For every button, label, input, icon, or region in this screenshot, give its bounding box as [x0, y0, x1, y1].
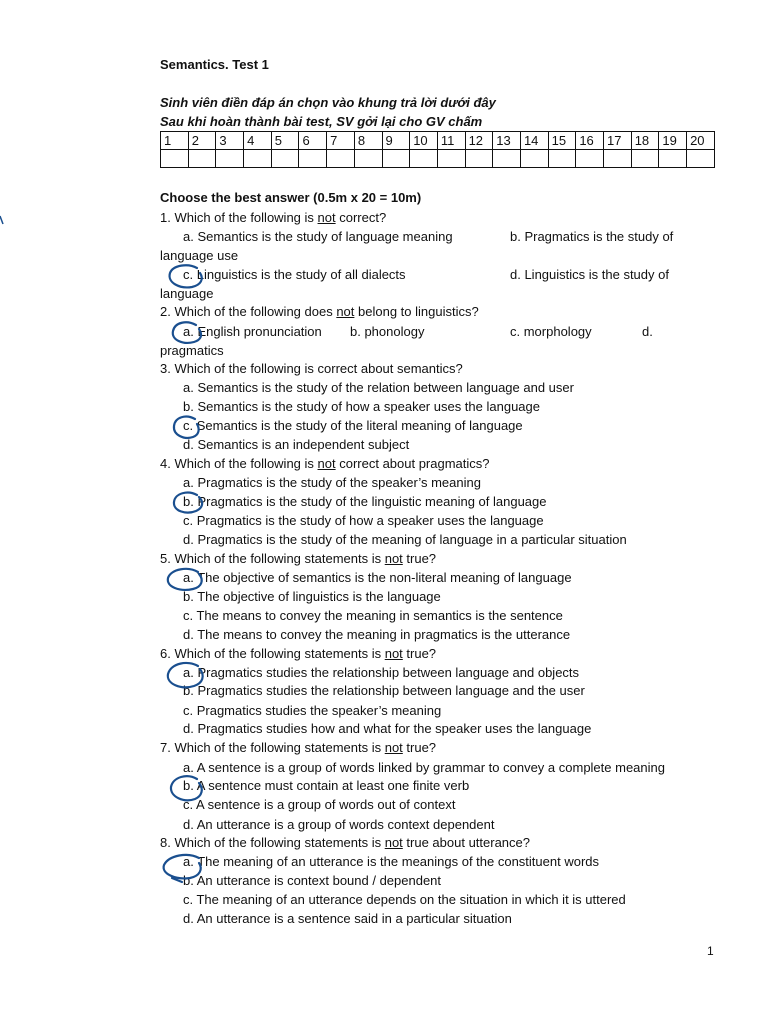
q2-option-d: d.	[642, 324, 653, 339]
answer-box-cell[interactable]	[382, 150, 410, 168]
underlined-word: not	[317, 210, 336, 225]
q1-option-c: c. Linguistics is the study of all dialects	[183, 267, 406, 282]
q2-option-c: c. morphology	[510, 324, 592, 339]
q6-option-d: d. Pragmatics studies how and what for the speaker uses the language	[183, 721, 592, 736]
answer-box-cell[interactable]	[299, 150, 327, 168]
instruction-line-2: Sau khi hoàn thành bài test, SV gởi lại cho GV chấm	[160, 114, 483, 129]
question-7	[160, 739, 436, 757]
answer-table	[160, 131, 715, 168]
answer-number-cell: 14	[520, 132, 548, 150]
answer-number-cell: 7	[327, 132, 355, 150]
answer-number-cell: 2	[188, 132, 216, 150]
answer-box-row	[161, 150, 715, 168]
q4-option-b: b. Pragmatics is the study of the linguistic meaning of language	[183, 494, 547, 509]
answer-box-cell[interactable]	[604, 150, 632, 168]
q6-option-c: c. Pragmatics studies the speaker’s meaning	[183, 703, 442, 718]
answer-box-cell[interactable]	[271, 150, 299, 168]
underlined-word: not	[317, 456, 336, 471]
q3-option-b: b. Semantics is the study of how a speaker uses the language	[183, 399, 540, 414]
question-text: correct about pragmatics?	[335, 456, 490, 471]
q8-option-c: c. The meaning of an utterance depends on the situation in which it is uttered	[183, 892, 626, 907]
answer-box-cell[interactable]	[465, 150, 493, 168]
underlined-word: not	[384, 835, 403, 850]
question-text: true?	[402, 551, 437, 566]
answer-number-cell: 8	[354, 132, 382, 150]
answer-number-cell: 3	[216, 132, 244, 150]
question-6	[160, 645, 436, 663]
question-text: true about utterance?	[402, 835, 530, 850]
question-text: true?	[402, 740, 437, 755]
q7-option-b: b. A sentence must contain at least one finite verb	[183, 778, 470, 793]
question-1	[160, 209, 386, 227]
q5-option-c: c. The means to convey the meaning in semantics is the sentence	[183, 608, 563, 623]
q1-option-d-wrap: language	[160, 286, 214, 301]
question-text: belong to linguistics?	[354, 304, 479, 319]
underlined-word: not	[384, 740, 403, 755]
answer-number-cell: 9	[382, 132, 410, 150]
answer-box-cell[interactable]	[493, 150, 521, 168]
q7-option-a: a. A sentence is a group of words linked by grammar to convey a complete meaning	[183, 760, 665, 775]
answer-number-cell: 15	[548, 132, 576, 150]
q3-option-a: a. Semantics is the study of the relation between language and user	[183, 380, 574, 395]
question-3: 3. Which of the following is correct about semantics?	[160, 361, 463, 376]
answer-box-cell[interactable]	[216, 150, 244, 168]
answer-number-cell: 12	[465, 132, 493, 150]
q2-option-a: a. English pronunciation	[183, 324, 322, 339]
question-text: correct?	[335, 210, 387, 225]
question-text: 7. Which of the following statements is	[160, 740, 385, 755]
answer-box-cell[interactable]	[437, 150, 465, 168]
answer-box-cell[interactable]	[188, 150, 216, 168]
q8-option-b: b. An utterance is context bound / dependent	[183, 873, 442, 888]
answer-number-cell: 6	[299, 132, 327, 150]
q5-option-a: a. The objective of semantics is the non-literal meaning of language	[183, 570, 572, 585]
q4-option-d: d. Pragmatics is the study of the meaning of language in a particular situation	[183, 532, 627, 547]
pen-tick-q8	[172, 878, 182, 882]
question-5	[160, 550, 436, 568]
answer-box-cell[interactable]	[327, 150, 355, 168]
answer-box-cell[interactable]	[354, 150, 382, 168]
answer-box-cell[interactable]	[631, 150, 659, 168]
question-2	[160, 303, 479, 321]
q4-option-c: c. Pragmatics is the study of how a speaker uses the language	[183, 513, 544, 528]
answer-box-cell[interactable]	[687, 150, 715, 168]
question-text: 8. Which of the following statements is	[160, 835, 385, 850]
answer-number-cell: 13	[493, 132, 521, 150]
q4-option-a: a. Pragmatics is the study of the speaker’s meaning	[183, 475, 481, 490]
q8-option-d: d. An utterance is a sentence said in a particular situation	[183, 911, 512, 926]
answer-box-cell[interactable]	[576, 150, 604, 168]
answer-box-cell[interactable]	[410, 150, 438, 168]
answer-box-cell[interactable]	[244, 150, 272, 168]
answer-number-cell: 17	[604, 132, 632, 150]
q6-option-b: b. Pragmatics studies the relationship between language and the user	[183, 683, 585, 698]
q8-option-a: a. The meaning of an utterance is the meanings of the constituent words	[183, 854, 600, 869]
q5-option-b: b. The objective of linguistics is the language	[183, 589, 441, 604]
pen-edge-mark	[0, 216, 3, 224]
q2-option-b: b. phonology	[350, 324, 425, 339]
question-text: 5. Which of the following statements is	[160, 551, 385, 566]
underlined-word: not	[336, 304, 355, 319]
answer-number-cell: 4	[244, 132, 272, 150]
q1-option-b-wrap: language use	[160, 248, 239, 263]
q2-option-d-wrap: pragmatics	[160, 343, 224, 358]
q1-option-b: b. Pragmatics is the study of	[510, 229, 674, 244]
q5-option-d: d. The means to convey the meaning in pragmatics is the utterance	[183, 627, 571, 642]
question-text: 6. Which of the following statements is	[160, 646, 385, 661]
q6-option-a: a. Pragmatics studies the relationship between language and objects	[183, 665, 580, 680]
underlined-word: not	[384, 551, 403, 566]
question-text: true?	[402, 646, 437, 661]
q1-option-a: a. Semantics is the study of language meaning	[183, 229, 453, 244]
answer-number-cell: 19	[659, 132, 687, 150]
answer-number-cell: 16	[576, 132, 604, 150]
question-text: 1. Which of the following is	[160, 210, 318, 225]
answer-box-cell[interactable]	[548, 150, 576, 168]
test-title: Semantics. Test 1	[160, 57, 269, 72]
underlined-word: not	[384, 646, 403, 661]
question-8	[160, 834, 530, 852]
section-heading: Choose the best answer (0.5m x 20 = 10m)	[160, 190, 422, 205]
q7-option-d: d. An utterance is a group of words context dependent	[183, 817, 495, 832]
question-text: 4. Which of the following is	[160, 456, 318, 471]
page-number: 1	[707, 944, 714, 958]
answer-box-cell[interactable]	[161, 150, 189, 168]
answer-number-cell: 18	[631, 132, 659, 150]
instruction-line-1: Sinh viên điền đáp án chọn vào khung trả lời dưới đây	[160, 95, 496, 110]
q1-option-d: d. Linguistics is the study of	[510, 267, 669, 282]
answer-number-row	[161, 132, 715, 150]
answer-box-cell[interactable]	[520, 150, 548, 168]
q7-option-c: c. A sentence is a group of words out of context	[183, 797, 456, 812]
answer-number-cell: 10	[410, 132, 438, 150]
q3-option-d: d. Semantics is an independent subject	[183, 437, 410, 452]
answer-box-cell[interactable]	[659, 150, 687, 168]
q3-option-c: c. Semantics is the study of the literal meaning of language	[183, 418, 523, 433]
answer-number-cell: 5	[271, 132, 299, 150]
question-4	[160, 455, 490, 473]
answer-number-cell: 20	[687, 132, 715, 150]
answer-number-cell: 11	[437, 132, 465, 150]
answer-number-cell: 1	[161, 132, 189, 150]
question-text: 2. Which of the following does	[160, 304, 337, 319]
